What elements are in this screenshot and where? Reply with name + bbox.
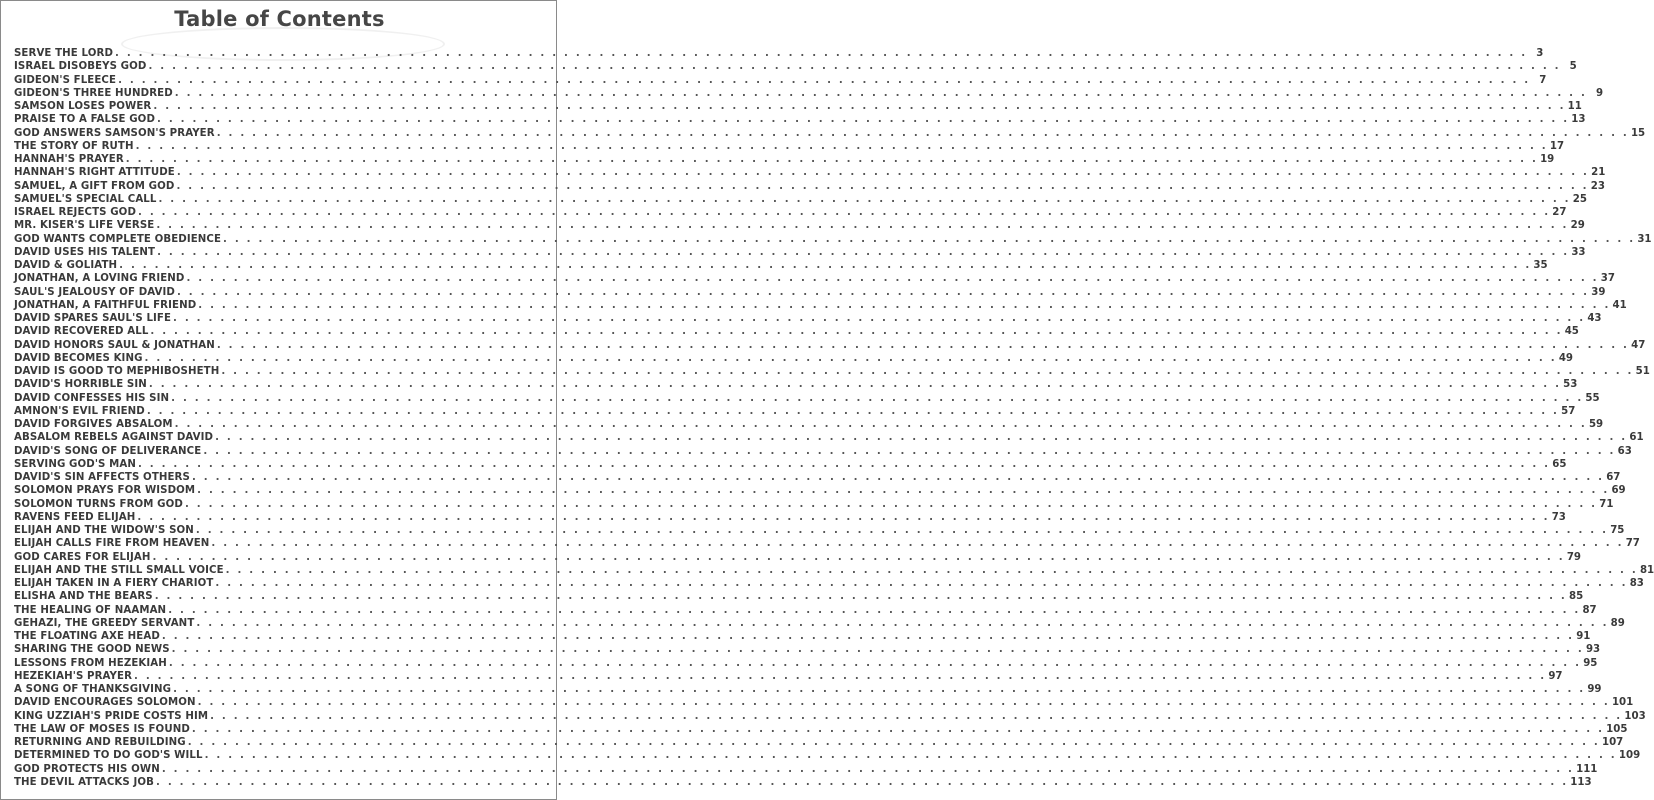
toc-entry [14,299,1627,312]
toc-entry [14,365,1650,378]
toc-entry-title: ELISHA AND THE BEARS [14,591,153,603]
toc-entry-title: DAVID'S SIN AFFECTS OTHERS [14,472,190,483]
toc-entry-title: ELIJAH TAKEN IN A FIERY CHARIOT [14,578,214,589]
dot-leader: . . . . . . . . . . . . . . . . . . . . . . . . . . . . . . . . . . . . . . . . . . . . . . . . . . . . . . . . . . . . . . . . . . . . . . . . . . . . . . . . . . . . . . . . . . . . . . . . . . . . . . . . . . . . . . . . . . . . . . . . [125,154,1539,165]
toc-entry-page-number: 33 [1571,246,1586,258]
toc-entry-title: THE STORY OF RUTH [14,140,134,152]
toc-entry-page-number: 67 [1606,472,1621,483]
dot-leader: . . . . . . . . . . . . . . . . . . . . . . . . . . . . . . . . . . . . . . . . . . . . . . . . . . . . . . . . . . . . . . . . . . . . . . . . . . . . . . . . . . . . . . . . . . . . . . . . . . . . . . . . . . . . . . . . . . . . . . . . [223,233,1636,245]
toc-entry [14,140,1565,153]
toc-entry-title: THE DEVIL ATTACKS JOB [14,776,154,788]
toc-entry-title: PRAISE TO A FALSE GOD [14,114,156,126]
toc-entry [14,511,1566,524]
toc-entry-title: ISRAEL DISOBEYS GOD [14,61,147,73]
toc-entry-title: GIDEON'S FLEECE [14,74,117,86]
toc-entry [14,312,1602,325]
toc-entry [14,683,1602,696]
toc-entry [14,471,1621,484]
toc-entry-page-number: 5 [1569,61,1577,73]
dot-leader: . . . . . . . . . . . . . . . . . . . . . . . . . . . . . . . . . . . . . . . . . . . . . . . . . . . . . . . . . . . . . . . . . . . . . . . . . . . . . . . . . . . . . . . . . . . . . . . . . . . . . . . . . . . . . . . . . . . . . . . . [161,631,1575,642]
dot-leader: . . . . . . . . . . . . . . . . . . . . . . . . . . . . . . . . . . . . . . . . . . . . . . . . . . . . . . . . . . . . . . . . . . . . . . . . . . . . . . . . . . . . . . . . . . . . . . . . . . . . . . . . . . . . . . . . . . . . . . . . [191,472,1605,483]
toc-entry-page-number: 7 [1539,74,1547,86]
toc-entry-title: DAVID'S SONG OF DELIVERANCE [14,445,202,457]
toc-entry [14,643,1601,656]
dot-leader: . . . . . . . . . . . . . . . . . . . . . . . . . . . . . . . . . . . . . . . . . . . . . . . . . . . . . . . . . . . . . . . . . . . . . . . . . . . . . . . . . . . . . . . . . . . . . . . . . . . . . . . . . . . . . . . . . . . . . . . . [148,379,1562,391]
toc-entry-page-number: 37 [1600,273,1615,285]
dot-leader: . . . . . . . . . . . . . . . . . . . . . . . . . . . . . . . . . . . . . . . . . . . . . . . . . . . . . . . . . . . . . . . . . . . . . . . . . . . . . . . . . . . . . . . . . . . . . . . . . . . . . . . . . . . . . . . . . . . . . . . . [198,299,1611,311]
toc-entry [14,458,1567,471]
toc-entry-page-number: 47 [1631,339,1646,351]
toc-entry [14,657,1598,670]
toc-entry [14,378,1578,391]
toc-entry-title: LESSONS FROM HEZEKIAH [14,657,167,669]
toc-entry-title: DAVID FORGIVES ABSALOM [14,419,173,430]
toc-entry-title: DETERMINED TO DO GOD'S WILL [14,750,203,762]
toc-entry-title: DAVID ENCOURAGES SOLOMON [14,697,196,709]
toc-entry-page-number: 21 [1591,167,1606,179]
dot-leader: . . . . . . . . . . . . . . . . . . . . . . . . . . . . . . . . . . . . . . . . . . . . . . . . . . . . . . . . . . . . . . . . . . . . . . . . . . . . . . . . . . . . . . . . . . . . . . . . . . . . . . . . . . . . . . . . . . . . . . . . [156,220,1569,232]
toc-entry-page-number: 25 [1572,193,1587,205]
toc-entry-page-number: 71 [1599,498,1614,510]
toc-entry-title: AMNON'S EVIL FRIEND [14,405,145,417]
dot-leader: . . . . . . . . . . . . . . . . . . . . . . . . . . . . . . . . . . . . . . . . . . . . . . . . . . . . . . . . . . . . . . . . . . . . . . . . . . . . . . . . . . . . . . . . . . . . . . . . . . . . . . . . . . . . . . . . . . . . . . . . [146,405,1560,417]
toc-entry [14,392,1600,405]
dot-leader: . . . . . . . . . . . . . . . . . . . . . . . . . . . . . . . . . . . . . . . . . . . . . . . . . . . . . . . . . . . . . . . . . . . . . . . . . . . . . . . . . . . . . . . . . . . . . . . . . . . . . . . . . . . . . . . . . . . . . . . . [187,737,1600,748]
dot-leader: . . . . . . . . . . . . . . . . . . . . . . . . . . . . . . . . . . . . . . . . . . . . . . . . . . . . . . . . . . . . . . . . . . . . . . . . . . . . . . . . . . . . . . . . . . . . . . . . . . . . . . . . . . . . . . . . . . . . . . . . [221,366,1634,377]
dot-leader: . . . . . . . . . . . . . . . . . . . . . . . . . . . . . . . . . . . . . . . . . . . . . . . . . . . . . . . . . . . . . . . . . . . . . . . . . . . . . . . . . . . . . . . . . . . . . . . . . . . . . . . . . . . . . . . . . . . . . . . . [137,458,1551,470]
toc-entry [14,749,1641,762]
dot-leader: . . . . . . . . . . . . . . . . . . . . . . . . . . . . . . . . . . . . . . . . . . . . . . . . . . . . . . . . . . . . . . . . . . . . . . . . . . . . . . . . . . . . . . . . . . . . . . . . . . . . . . . . . . . . . . . . . . . . . . . . [211,538,1624,550]
toc-entry [14,60,1577,73]
toc-entry-page-number: 61 [1629,432,1644,444]
toc-entry [14,431,1644,444]
toc-entry [14,153,1555,166]
toc-entry-title: THE HEALING OF NAAMAN [14,604,167,616]
toc-entry-title: ISRAEL REJECTS GOD [14,207,136,218]
toc-entry-page-number: 79 [1566,551,1581,563]
toc-entry-title: GEHAZI, THE GREEDY SERVANT [14,617,195,629]
toc-entry [14,233,1652,246]
toc-entry-page-number: 109 [1618,750,1641,762]
toc-entry-title: JONATHAN, A FAITHFUL FRIEND [14,299,197,311]
toc-entry-title: SERVE THE LORD [14,48,114,59]
toc-entry-title: KING UZZIAH'S PRIDE COSTS HIM [14,710,209,722]
toc-entry-page-number: 59 [1588,419,1604,430]
toc-entry [14,405,1576,418]
toc-entry [14,537,1640,550]
dot-leader: . . . . . . . . . . . . . . . . . . . . . . . . . . . . . . . . . . . . . . . . . . . . . . . . . . . . . . . . . . . . . . . . . . . . . . . . . . . . . . . . . . . . . . . . . . . . . . . . . . . . . . . . . . . . . . . . . . . . . . . . [191,723,1605,735]
toc-entry-page-number: 95 [1583,657,1598,669]
dot-leader: . . . . . . . . . . . . . . . . . . . . . . . . . . . . . . . . . . . . . . . . . . . . . . . . . . . . . . . . . . . . . . . . . . . . . . . . . . . . . . . . . . . . . . . . . . . . . . . . . . . . . . . . . . . . . . . . . . . . . . . . [216,339,1630,351]
dot-leader: . . . . . . . . . . . . . . . . . . . . . . . . . . . . . . . . . . . . . . . . . . . . . . . . . . . . . . . . . . . . . . . . . . . . . . . . . . . . . . . . . . . . . . . . . . . . . . . . . . . . . . . . . . . . . . . . . . . . . . . . [171,392,1584,404]
dot-leader: . . . . . . . . . . . . . . . . . . . . . . . . . . . . . . . . . . . . . . . . . . . . . . . . . . . . . . . . . . . . . . . . . . . . . . . . . . . . . . . . . . . . . . . . . . . . . . . . . . . . . . . . . . . . . . . . . . . . . . . . [118,74,1531,86]
toc-entry-page-number: 31 [1637,233,1652,245]
toc-entry-page-number: 111 [1576,763,1598,775]
toc-entry [14,418,1604,431]
toc-entry-page-number: 41 [1612,299,1627,311]
toc-entry-title: ELIJAH AND THE WIDOW'S SON [14,525,194,536]
dot-leader: . . . . . . . . . . . . . . . . . . . . . . . . . . . . . . . . . . . . . . . . . . . . . . . . . . . . . . . . . . . . . . . . . . . . . . . . . . . . . . . . . . . . . . . . . . . . . . . . . . . . . . . . . . . . . . . . . . . . . . . . [204,750,1617,762]
toc-entry-page-number: 89 [1610,617,1625,629]
toc-entry-title: JONATHAN, A LOVING FRIEND [14,273,185,285]
dot-leader: . . . . . . . . . . . . . . . . . . . . . . . . . . . . . . . . . . . . . . . . . . . . . . . . . . . . . . . . . . . . . . . . . . . . . . . . . . . . . . . . . . . . . . . . . . . . . . . . . . . . . . . . . . . . . . . . . . . . . . . . [174,419,1587,430]
toc-entry-title: SERVING GOD'S MAN [14,458,136,470]
toc-entry [14,524,1625,537]
toc-entry-title: THE FLOATING AXE HEAD [14,631,160,642]
toc-entry-page-number: 23 [1590,180,1605,192]
toc-entry-page-number: 91 [1576,631,1591,642]
toc-entry-page-number: 35 [1533,260,1548,271]
toc-entry-title: SAMUEL, A GIFT FROM GOD [14,180,175,192]
dot-leader: . . . . . . . . . . . . . . . . . . . . . . . . . . . . . . . . . . . . . . . . . . . . . . . . . . . . . . . . . . . . . . . . . . . . . . . . . . . . . . . . . . . . . . . . . . . . . . . . . . . . . . . . . . . . . . . . . . . . . . . . [195,525,1609,536]
toc-entry-page-number: 105 [1606,723,1628,735]
toc-entry-title: DAVID IS GOOD TO MEPHIBOSHETH [14,366,220,377]
toc-entry [14,710,1646,723]
dot-leader: . . . . . . . . . . . . . . . . . . . . . . . . . . . . . . . . . . . . . . . . . . . . . . . . . . . . . . . . . . . . . . . . . . . . . . . . . . . . . . . . . . . . . . . . . . . . . . . . . . . . . . . . . . . . . . . . . . . . . . . . [154,591,1568,603]
toc-entry-title: SAMUEL'S SPECIAL CALL [14,193,157,205]
toc-entry-title: GOD CARES FOR ELIJAH [14,551,151,563]
toc-entry-page-number: 57 [1561,405,1576,417]
dot-leader: . . . . . . . . . . . . . . . . . . . . . . . . . . . . . . . . . . . . . . . . . . . . . . . . . . . . . . . . . . . . . . . . . . . . . . . . . . . . . . . . . . . . . . . . . . . . . . . . . . . . . . . . . . . . . . . . . . . . . . . . [225,564,1638,576]
toc-entry-page-number: 103 [1624,710,1646,722]
toc-entry-page-number: 63 [1617,445,1632,457]
toc-entry-page-number: 11 [1567,101,1582,112]
toc-entry [14,259,1548,272]
toc-entry [14,193,1587,206]
toc-entry-page-number: 69 [1611,485,1626,497]
toc-entry-title: DAVID USES HIS TALENT [14,246,156,258]
toc-entry-title: GIDEON'S THREE HUNDRED [14,87,173,99]
page-title: Table of Contents [174,7,385,31]
toc-entry-page-number: 101 [1611,697,1634,709]
dot-leader: . . . . . . . . . . . . . . . . . . . . . . . . . . . . . . . . . . . . . . . . . . . . . . . . . . . . . . . . . . . . . . . . . . . . . . . . . . . . . . . . . . . . . . . . . . . . . . . . . . . . . . . . . . . . . . . . . . . . . . . . [173,684,1586,695]
toc-entry-title: ELIJAH AND THE STILL SMALL VOICE [14,564,224,576]
toc-entry [14,551,1581,564]
toc-entry [14,696,1634,709]
toc-entry-page-number: 83 [1629,578,1644,589]
dot-leader: . . . . . . . . . . . . . . . . . . . . . . . . . . . . . . . . . . . . . . . . . . . . . . . . . . . . . . . . . . . . . . . . . . . . . . . . . . . . . . . . . . . . . . . . . . . . . . . . . . . . . . . . . . . . . . . . . . . . . . . . [157,114,1570,126]
toc-entry [14,736,1624,749]
dot-leader: . . . . . . . . . . . . . . . . . . . . . . . . . . . . . . . . . . . . . . . . . . . . . . . . . . . . . . . . . . . . . . . . . . . . . . . . . . . . . . . . . . . . . . . . . . . . . . . . . . . . . . . . . . . . . . . . . . . . . . . . [197,485,1610,497]
dot-leader: . . . . . . . . . . . . . . . . . . . . . . . . . . . . . . . . . . . . . . . . . . . . . . . . . . . . . . . . . . . . . . . . . . . . . . . . . . . . . . . . . . . . . . . . . . . . . . . . . . . . . . . . . . . . . . . . . . . . . . . . [215,578,1628,589]
toc-entry-title: DAVID SPARES SAUL'S LIFE [14,313,172,324]
toc-entry-page-number: 55 [1585,392,1600,404]
toc-entry [14,206,1567,219]
dot-leader: . . . . . . . . . . . . . . . . . . . . . . . . . . . . . . . . . . . . . . . . . . . . . . . . . . . . . . . . . . . . . . . . . . . . . . . . . . . . . . . . . . . . . . . . . . . . . . . . . . . . . . . . . . . . . . . . . . . . . . . . [216,127,1629,139]
dot-leader: . . . . . . . . . . . . . . . . . . . . . . . . . . . . . . . . . . . . . . . . . . . . . . . . . . . . . . . . . . . . . . . . . . . . . . . . . . . . . . . . . . . . . . . . . . . . . . . . . . . . . . . . . . . . . . . . . . . . . . . . [173,313,1586,324]
toc-entry-title: DAVID'S HORRIBLE SIN [14,379,147,391]
toc-entry-page-number: 65 [1552,458,1567,470]
toc-entry-title: A SONG OF THANKSGIVING [14,684,172,695]
toc-entry-title: HANNAH'S RIGHT ATTITUDE [14,167,175,179]
dot-leader: . . . . . . . . . . . . . . . . . . . . . . . . . . . . . . . . . . . . . . . . . . . . . . . . . . . . . . . . . . . . . . . . . . . . . . . . . . . . . . . . . . . . . . . . . . . . . . . . . . . . . . . . . . . . . . . . . . . . . . . . [153,101,1566,112]
toc-entry [14,763,1598,776]
dot-leader: . . . . . . . . . . . . . . . . . . . . . . . . . . . . . . . . . . . . . . . . . . . . . . . . . . . . . . . . . . . . . . . . . . . . . . . . . . . . . . . . . . . . . . . . . . . . . . . . . . . . . . . . . . . . . . . . . . . . . . . . [115,48,1528,59]
toc-entry-title: SAMSON LOSES POWER [14,101,152,112]
toc-entry [14,577,1644,590]
toc-entry [14,286,1606,299]
toc-entry [14,352,1574,365]
toc-entry-title: GOD PROTECTS HIS OWN [14,763,160,775]
toc-entry-page-number: 87 [1582,604,1597,616]
toc-entry [14,325,1579,338]
toc-entry-page-number: 99 [1587,684,1602,695]
toc-entry-page-number: 13 [1571,114,1586,126]
toc-entry-title: SOLOMON PRAYS FOR WISDOM [14,485,196,497]
dot-leader: . . . . . . . . . . . . . . . . . . . . . . . . . . . . . . . . . . . . . . . . . . . . . . . . . . . . . . . . . . . . . . . . . . . . . . . . . . . . . . . . . . . . . . . . . . . . . . . . . . . . . . . . . . . . . . . . . . . . . . . . [174,87,1588,99]
toc-entry-page-number: 3 [1536,48,1544,59]
toc-entry-page-number: 53 [1563,379,1578,391]
dot-leader: . . . . . . . . . . . . . . . . . . . . . . . . . . . . . . . . . . . . . . . . . . . . . . . . . . . . . . . . . . . . . . . . . . . . . . . . . . . . . . . . . . . . . . . . . . . . . . . . . . . . . . . . . . . . . . . . . . . . . . . . [135,140,1548,152]
dot-leader: . . . . . . . . . . . . . . . . . . . . . . . . . . . . . . . . . . . . . . . . . . . . . . . . . . . . . . . . . . . . . . . . . . . . . . . . . . . . . . . . . . . . . . . . . . . . . . . . . . . . . . . . . . . . . . . . . . . . . . . . [210,710,1623,722]
toc-entry [14,100,1582,113]
toc-entry-page-number: 107 [1601,737,1624,748]
toc-entry [14,339,1646,352]
toc-entry [14,219,1585,232]
toc-entry [14,723,1628,736]
toc-entry-title: THE LAW OF MOSES IS FOUND [14,723,190,735]
toc-entry-page-number: 29 [1570,220,1585,232]
dot-leader: . . . . . . . . . . . . . . . . . . . . . . . . . . . . . . . . . . . . . . . . . . . . . . . . . . . . . . . . . . . . . . . . . . . . . . . . . . . . . . . . . . . . . . . . . . . . . . . . . . . . . . . . . . . . . . . . . . . . . . . . [168,604,1581,616]
toc-entry-title: MR. KISER'S LIFE VERSE [14,220,155,232]
toc-entry-title: HEZEKIAH'S PRAYER [14,670,133,682]
toc-entry-title: GOD ANSWERS SAMSON'S PRAYER [14,127,215,139]
dot-leader: . . . . . . . . . . . . . . . . . . . . . . . . . . . . . . . . . . . . . . . . . . . . . . . . . . . . . . . . . . . . . . . . . . . . . . . . . . . . . . . . . . . . . . . . . . . . . . . . . . . . . . . . . . . . . . . . . . . . . . . . [186,273,1599,285]
toc-entry-title: SHARING THE GOOD NEWS [14,644,170,656]
dot-leader: . . . . . . . . . . . . . . . . . . . . . . . . . . . . . . . . . . . . . . . . . . . . . . . . . . . . . . . . . . . . . . . . . . . . . . . . . . . . . . . . . . . . . . . . . . . . . . . . . . . . . . . . . . . . . . . . . . . . . . . . [196,617,1609,629]
toc-list [14,47,1654,789]
toc-entry-page-number: 43 [1587,313,1602,324]
dot-leader: . . . . . . . . . . . . . . . . . . . . . . . . . . . . . . . . . . . . . . . . . . . . . . . . . . . . . . . . . . . . . . . . . . . . . . . . . . . . . . . . . . . . . . . . . . . . . . . . . . . . . . . . . . . . . . . . . . . . . . . . [176,167,1590,179]
toc-entry-title: DAVID BECOMES KING [14,352,143,364]
toc-entry [14,272,1615,285]
toc-entry-page-number: 9 [1595,87,1604,99]
toc-entry-page-number: 19 [1540,154,1555,165]
dot-leader: . . . . . . . . . . . . . . . . . . . . . . . . . . . . . . . . . . . . . . . . . . . . . . . . . . . . . . . . . . . . . . . . . . . . . . . . . . . . . . . . . . . . . . . . . . . . . . . . . . . . . . . . . . . . . . . . . . . . . . . . [176,180,1589,192]
toc-entry-page-number: 75 [1610,525,1625,536]
dot-leader: . . . . . . . . . . . . . . . . . . . . . . . . . . . . . . . . . . . . . . . . . . . . . . . . . . . . . . . . . . . . . . . . . . . . . . . . . . . . . . . . . . . . . . . . . . . . . . . . . . . . . . . . . . . . . . . . . . . . . . . . [184,498,1598,510]
toc-entry [14,180,1605,193]
toc-entry-title: SOLOMON TURNS FROM GOD [14,498,183,510]
toc-entry-title: RETURNING AND REBUILDING [14,737,186,748]
toc-entry-title: RAVENS FEED ELIJAH [14,511,136,523]
dot-leader: . . . . . . . . . . . . . . . . . . . . . . . . . . . . . . . . . . . . . . . . . . . . . . . . . . . . . . . . . . . . . . . . . . . . . . . . . . . . . . . . . . . . . . . . . . . . . . . . . . . . . . . . . . . . . . . . . . . . . . . . [148,61,1561,73]
toc-entry [14,445,1632,458]
toc-entry [14,776,1592,789]
toc-entry-title: HANNAH'S PRAYER [14,154,124,165]
toc-entry-page-number: 51 [1635,366,1650,377]
toc-entry [14,246,1586,259]
toc-entry-page-number: 113 [1570,776,1592,788]
toc-entry-page-number: 85 [1569,591,1584,603]
toc-entry-page-number: 81 [1639,564,1654,576]
toc-entry [14,127,1646,140]
toc-entry-page-number: 15 [1630,127,1646,139]
dot-leader: . . . . . . . . . . . . . . . . . . . . . . . . . . . . . . . . . . . . . . . . . . . . . . . . . . . . . . . . . . . . . . . . . . . . . . . . . . . . . . . . . . . . . . . . . . . . . . . . . . . . . . . . . . . . . . . . . . . . . . . . [156,776,1569,788]
toc-entry-page-number: 77 [1625,538,1640,550]
dot-leader: . . . . . . . . . . . . . . . . . . . . . . . . . . . . . . . . . . . . . . . . . . . . . . . . . . . . . . . . . . . . . . . . . . . . . . . . . . . . . . . . . . . . . . . . . . . . . . . . . . . . . . . . . . . . . . . . . . . . . . . . [137,511,1550,523]
toc-entry [14,47,1544,60]
toc-entry-title: DAVID RECOVERED ALL [14,326,149,338]
toc-entry-page-number: 45 [1564,326,1579,338]
dot-leader: . . . . . . . . . . . . . . . . . . . . . . . . . . . . . . . . . . . . . . . . . . . . . . . . . . . . . . . . . . . . . . . . . . . . . . . . . . . . . . . . . . . . . . . . . . . . . . . . . . . . . . . . . . . . . . . . . . . . . . . . [203,445,1616,457]
toc-entry [14,74,1547,87]
dot-leader: . . . . . . . . . . . . . . . . . . . . . . . . . . . . . . . . . . . . . . . . . . . . . . . . . . . . . . . . . . . . . . . . . . . . . . . . . . . . . . . . . . . . . . . . . . . . . . . . . . . . . . . . . . . . . . . . . . . . . . . . [171,644,1584,656]
dot-leader: . . . . . . . . . . . . . . . . . . . . . . . . . . . . . . . . . . . . . . . . . . . . . . . . . . . . . . . . . . . . . . . . . . . . . . . . . . . . . . . . . . . . . . . . . . . . . . . . . . . . . . . . . . . . . . . . . . . . . . . . [168,657,1582,669]
toc-entry-page-number: 49 [1558,352,1574,364]
toc-entry-title: GOD WANTS COMPLETE OBEDIENCE [14,233,222,245]
dot-leader: . . . . . . . . . . . . . . . . . . . . . . . . . . . . . . . . . . . . . . . . . . . . . . . . . . . . . . . . . . . . . . . . . . . . . . . . . . . . . . . . . . . . . . . . . . . . . . . . . . . . . . . . . . . . . . . . . . . . . . . . [157,246,1570,258]
dot-leader: . . . . . . . . . . . . . . . . . . . . . . . . . . . . . . . . . . . . . . . . . . . . . . . . . . . . . . . . . . . . . . . . . . . . . . . . . . . . . . . . . . . . . . . . . . . . . . . . . . . . . . . . . . . . . . . . . . . . . . . . [158,193,1571,205]
toc-entry-title: DAVID HONORS SAUL & JONATHAN [14,339,215,351]
toc-entry-title: DAVID CONFESSES HIS SIN [14,392,170,404]
toc-entry [14,87,1604,100]
toc-entry [14,604,1597,617]
toc-entry [14,670,1563,683]
toc-entry [14,484,1626,497]
toc-entry-page-number: 27 [1552,207,1567,218]
toc-entry-page-number: 17 [1549,140,1565,152]
toc-entry [14,617,1625,630]
toc-entry [14,498,1614,511]
dot-leader: . . . . . . . . . . . . . . . . . . . . . . . . . . . . . . . . . . . . . . . . . . . . . . . . . . . . . . . . . . . . . . . . . . . . . . . . . . . . . . . . . . . . . . . . . . . . . . . . . . . . . . . . . . . . . . . . . . . . . . . . [215,432,1628,444]
dot-leader: . . . . . . . . . . . . . . . . . . . . . . . . . . . . . . . . . . . . . . . . . . . . . . . . . . . . . . . . . . . . . . . . . . . . . . . . . . . . . . . . . . . . . . . . . . . . . . . . . . . . . . . . . . . . . . . . . . . . . . . . [138,207,1551,218]
toc-entry [14,590,1584,603]
toc-entry-title: SAUL'S JEALOUSY OF DAVID [14,286,175,298]
dot-leader: . . . . . . . . . . . . . . . . . . . . . . . . . . . . . . . . . . . . . . . . . . . . . . . . . . . . . . . . . . . . . . . . . . . . . . . . . . . . . . . . . . . . . . . . . . . . . . . . . . . . . . . . . . . . . . . . . . . . . . . . [176,286,1590,298]
toc-entry [14,630,1591,643]
toc-entry-page-number: 39 [1591,286,1606,298]
dot-leader: . . . . . . . . . . . . . . . . . . . . . . . . . . . . . . . . . . . . . . . . . . . . . . . . . . . . . . . . . . . . . . . . . . . . . . . . . . . . . . . . . . . . . . . . . . . . . . . . . . . . . . . . . . . . . . . . . . . . . . . . [119,260,1532,271]
toc-entry [14,564,1654,577]
dot-leader: . . . . . . . . . . . . . . . . . . . . . . . . . . . . . . . . . . . . . . . . . . . . . . . . . . . . . . . . . . . . . . . . . . . . . . . . . . . . . . . . . . . . . . . . . . . . . . . . . . . . . . . . . . . . . . . . . . . . . . . . [161,763,1575,775]
dot-leader: . . . . . . . . . . . . . . . . . . . . . . . . . . . . . . . . . . . . . . . . . . . . . . . . . . . . . . . . . . . . . . . . . . . . . . . . . . . . . . . . . . . . . . . . . . . . . . . . . . . . . . . . . . . . . . . . . . . . . . . . [197,697,1610,709]
toc-entry-page-number: 73 [1551,511,1566,523]
toc-entry-title: ELIJAH CALLS FIRE FROM HEAVEN [14,538,210,550]
toc-entry-title: ABSALOM REBELS AGAINST DAVID [14,432,214,444]
dot-leader: . . . . . . . . . . . . . . . . . . . . . . . . . . . . . . . . . . . . . . . . . . . . . . . . . . . . . . . . . . . . . . . . . . . . . . . . . . . . . . . . . . . . . . . . . . . . . . . . . . . . . . . . . . . . . . . . . . . . . . . . [150,326,1563,338]
toc-entry [14,113,1586,126]
toc-entry-page-number: 97 [1548,670,1563,682]
dot-leader: . . . . . . . . . . . . . . . . . . . . . . . . . . . . . . . . . . . . . . . . . . . . . . . . . . . . . . . . . . . . . . . . . . . . . . . . . . . . . . . . . . . . . . . . . . . . . . . . . . . . . . . . . . . . . . . . . . . . . . . . [144,352,1557,364]
toc-entry-title: DAVID & GOLIATH [14,260,118,271]
toc-entry [14,166,1606,179]
dot-leader: . . . . . . . . . . . . . . . . . . . . . . . . . . . . . . . . . . . . . . . . . . . . . . . . . . . . . . . . . . . . . . . . . . . . . . . . . . . . . . . . . . . . . . . . . . . . . . . . . . . . . . . . . . . . . . . . . . . . . . . . [134,670,1547,682]
dot-leader: . . . . . . . . . . . . . . . . . . . . . . . . . . . . . . . . . . . . . . . . . . . . . . . . . . . . . . . . . . . . . . . . . . . . . . . . . . . . . . . . . . . . . . . . . . . . . . . . . . . . . . . . . . . . . . . . . . . . . . . . [152,551,1565,563]
toc-entry-page-number: 93 [1585,644,1601,656]
